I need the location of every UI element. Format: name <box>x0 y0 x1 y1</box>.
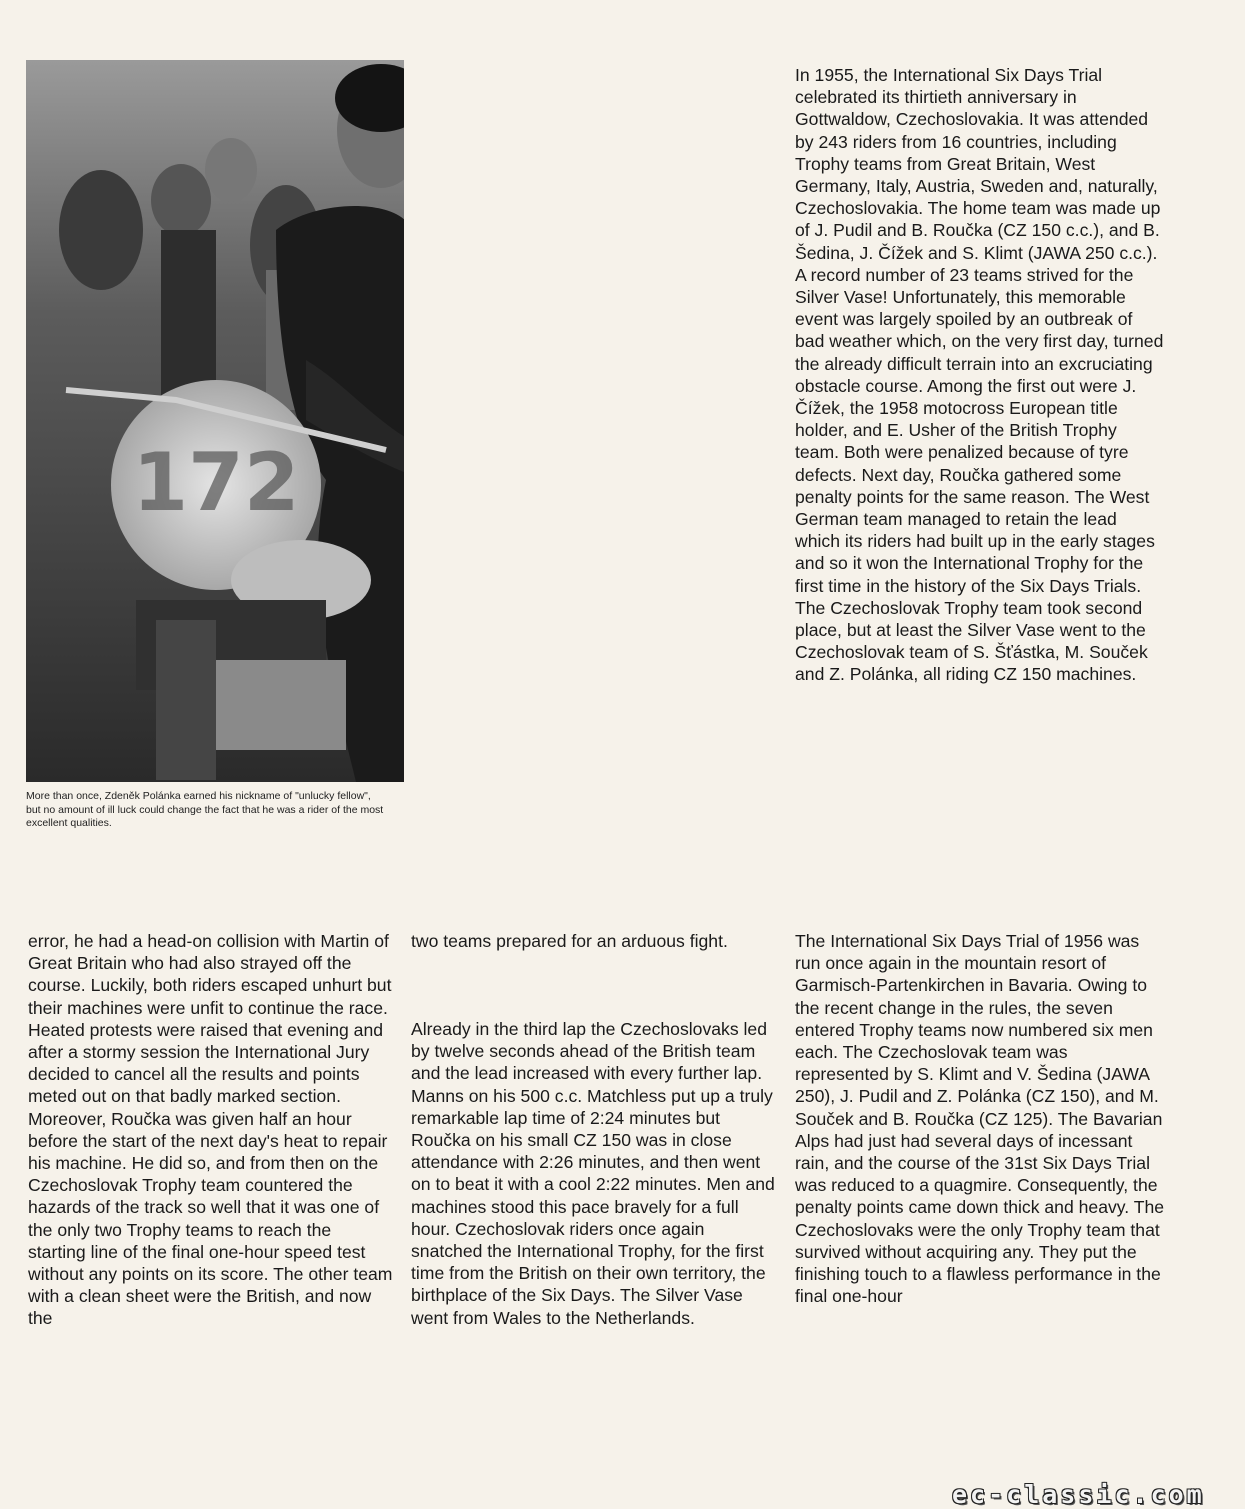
article-column-1: error, he had a head-on collision with Martin of Great Britain who had also strayed off the course. Luckily, both riders escaped unhurt but their machines were unfit to continue the race. Heated protests were raised that evening and after a stormy session the International Jury decided to cancel all the results and points meted out on that badly marked section. Moreover, Roučka was given half an hour before the start of the next day's heat to repair his machine. He did so, and from then on the Czechoslovak Trophy team countered the hazards of the track so well that it was one of the only two Trophy teams to reach the starting line of the final one-hour speed test without any points on its score. The other team with a clean sheet were the British, and now the <box>28 931 393 1329</box>
race-number: 172 <box>132 436 300 529</box>
article-column-3-bottom: The International Six Days Trial of 1956 was run once again in the mountain resort of Garmisch-Partenkirchen in Bavaria. Owing to the recent change in the rules, the seven entered Trophy teams now numbered six men each. The Czechoslovak team was represented by S. Klimt and V. Šedina (JAWA 250), J. Pudil and Z. Polánka (CZ 150), and M. Souček and B. Roučka (CZ 125). The Bavarian Alps had just had several days of incessant rain, and the course of the 31st Six Days Trial was reduced to a quagmire. Consequently, the penalty points came down thick and heavy. The Czechoslovaks were the only Trophy team that survived without acquiring any. They put the finishing touch to a flawless performance in the final one-hour <box>795 931 1165 1307</box>
rider-photo-illustration <box>26 60 404 782</box>
site-watermark: ec-classic.com <box>952 1480 1205 1509</box>
rider-photo <box>26 60 404 782</box>
article-column-3-top: In 1955, the International Six Days Trial celebrated its thirtieth anniversary in Gottwaldow, Czechoslovakia. It was attended by 243 riders from 16 countries, including Trophy teams from Great Britain, West Germany, Italy, Austria, Sweden and, naturally, Czechoslovakia. The home team was made up of J. Pudil and B. Roučka (CZ 150 c.c.), and B. Šedina, J. Čížek and S. Klimt (JAWA 250 c.c.). A record number of 23 teams strived for the Silver Vase! Unfortunately, this memorable event was largely spoiled by an outbreak of bad weather which, on the very first day, turned the already difficult terrain into an excruciating obstacle course. Among the first out were J. Čížek, the 1958 motocross European title holder, and E. Usher of the British Trophy team. Both were penalized because of tyre defects. Next day, Roučka gathered some penalty points for the same reason. The West German team managed to retain the lead which its riders had built up in the early stages and so it won the International Trophy for the first time in the history of the Six Days Trials. The Czechoslovak Trophy team took second place, but at least the Silver Vase went to the Czechoslovak team of S. Šťástka, M. Souček and Z. Polánka, all riding CZ 150 machines. <box>795 65 1164 685</box>
article-column-2-paragraph-1: two teams prepared for an arduous fight. <box>411 931 728 951</box>
article-column-2-paragraph-2: Already in the third lap the Czechoslovaks led by twelve seconds ahead of the British team and the lead increased with every further lap. Manns on his 500 c.c. Matchless put up a truly remarkable lap time of 2:24 minutes but Roučka on his small CZ 150 was in close attendance with 2:26 minutes, and then went on to beat it with a cool 2:22 minutes. Men and machines stood this pace bravely for a full hour. Czechoslovak riders once again snatched the International Trophy, for the first time from the British on their own territory, the birthplace of the Six Days. The Silver Vase went from Wales to the Netherlands. <box>411 1019 775 1328</box>
photo-caption: More than once, Zdeněk Polánka earned his nickname of "unlucky fellow", but no amount of ill luck could change the fact that he was a rider of the most excellent qualities. <box>26 790 384 829</box>
